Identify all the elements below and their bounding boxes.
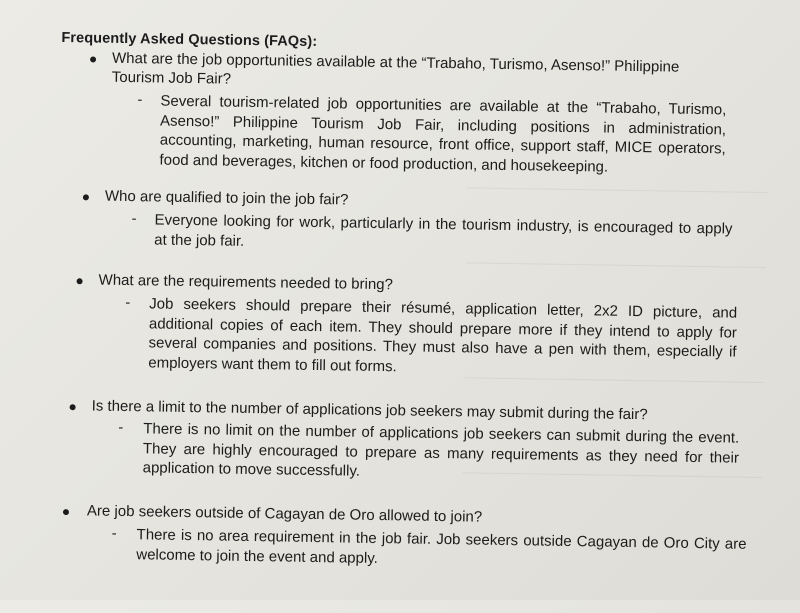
faq-answer-3: Job seekers should prepare their résumé, application letter, 2x2 ID picture, and additional copies of each item. They should prepare more if they intend to apply for several companies and positions. They must also have a pen with them, especially if employers want them to fill out forms. (148, 295, 738, 375)
faq-answer-1: Several tourism-related job opportunities are available at the “Trabaho, Turismo, Asenso!” Philippine Tourism Job Fair, including positions in administration, accounting, marketing, human resource, front office, support staff, MICE operators, food and beverages, kitchen or food production, and housekeeping. (159, 92, 727, 176)
faq-question-5: Are job seekers outside of Cagayan de Oro allowed to join? (86, 502, 483, 526)
dash-icon: - (111, 524, 117, 542)
bullet-icon (83, 194, 89, 200)
bleed-through-rule (466, 262, 766, 268)
dash-icon: - (125, 294, 131, 312)
faq-answer-2: Everyone looking for work, particularly in the tourism industry, is encouraged to apply at the job fair. (154, 211, 733, 250)
faq-question-3: What are the requirements needed to bring? (98, 271, 394, 294)
faq-heading: Frequently Asked Questions (FAQs): (61, 29, 318, 50)
bullet-icon (63, 509, 69, 515)
faq-question-2: Who are qualified to join the job fair? (104, 187, 349, 209)
faq-answer-5: There is no area requirement in the job fair. Job seekers outside Cagayan de Oro City are welcome to join the event and apply. (136, 526, 747, 567)
faq-answer-4: There is no limit on the number of applications job seekers can submit during the event. They are highly encouraged to prepare as many requirements as they need for their application to move successfully. (142, 420, 740, 480)
dash-icon: - (118, 418, 124, 436)
faq-question-1: What are the job opportunities available at the “Trabaho, Turismo, Asenso!” Philippine Tourism Job Fair? (111, 49, 680, 88)
dash-icon: - (131, 210, 137, 228)
faq-question-4: Is there a limit to the number of applications job seekers may submit during the fair? (91, 397, 648, 424)
bullet-icon (70, 404, 76, 410)
bullet-icon (90, 56, 96, 62)
bullet-icon (77, 278, 83, 284)
dash-icon: - (137, 91, 143, 109)
